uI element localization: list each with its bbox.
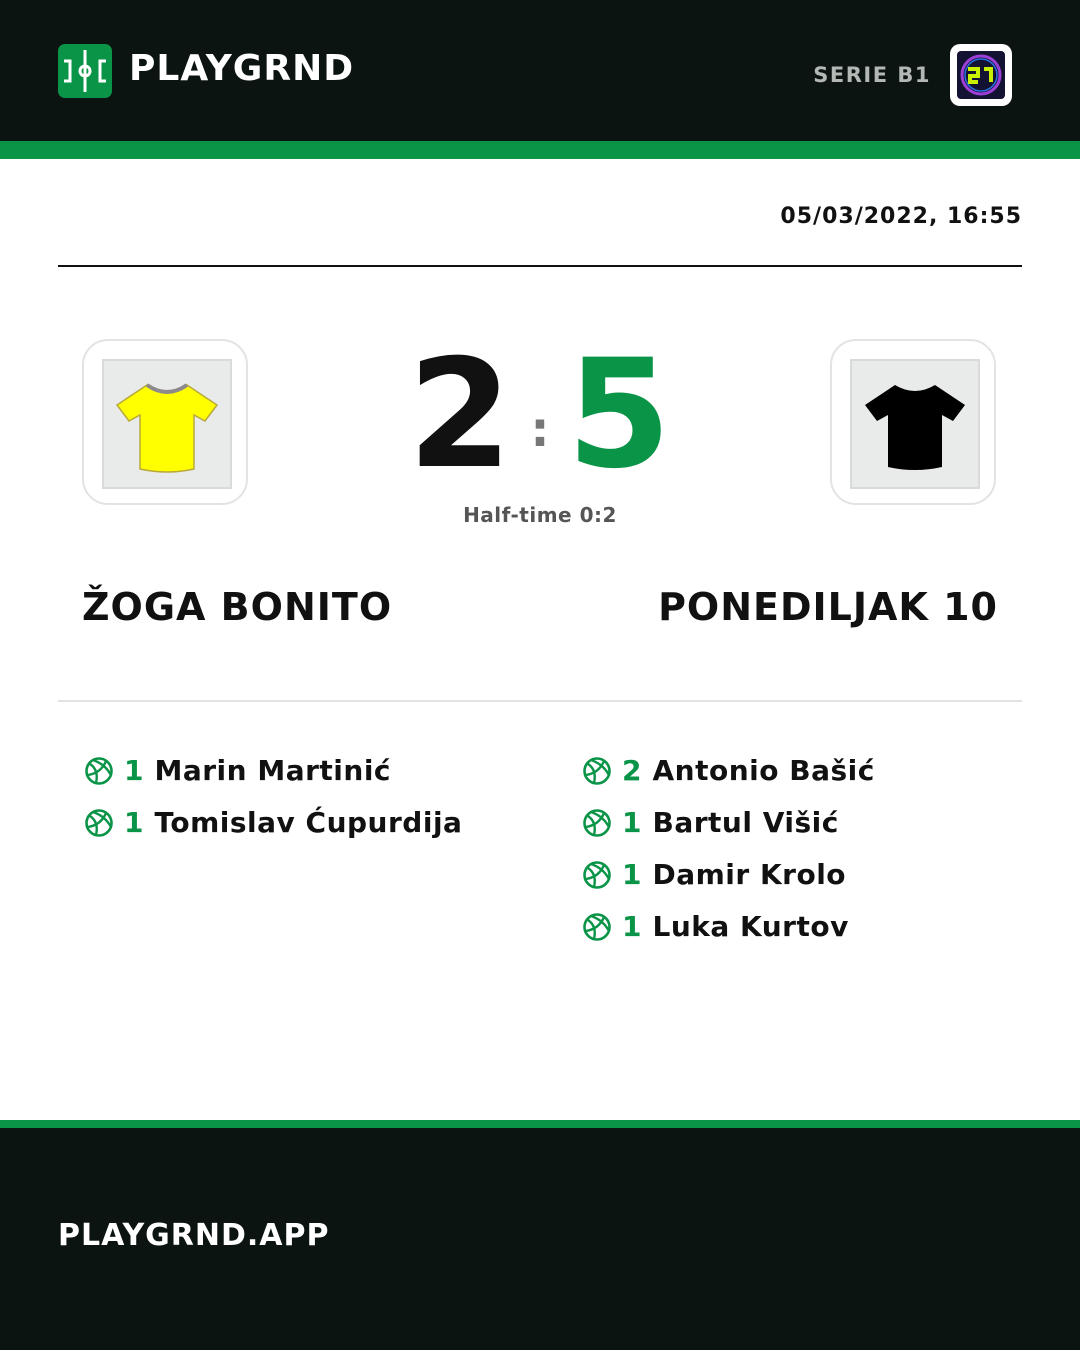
match-date: 05/03/2022, 16:55 (780, 204, 1022, 229)
serie-b1-logo-icon (950, 44, 1012, 106)
list-item (582, 849, 875, 901)
football-icon (582, 808, 612, 838)
away-team-badge (830, 339, 996, 505)
footer-accent-stripe (0, 1120, 1080, 1128)
football-icon (582, 756, 612, 786)
goal-count: 2 (622, 754, 642, 787)
list-item (84, 797, 462, 849)
goal-count: 1 (622, 910, 642, 943)
away-team-name: PONEDILJAK 10 (658, 585, 998, 629)
player-name: Antonio Bašić (652, 754, 875, 787)
goal-count: 1 (622, 858, 642, 891)
list-item (582, 745, 875, 797)
home-scorers-list (84, 745, 462, 849)
away-scorers-list (582, 745, 875, 953)
pitch-icon (58, 44, 112, 98)
football-icon (84, 808, 114, 838)
list-item (582, 901, 875, 953)
header-bar (0, 0, 1080, 141)
score-separator: : (530, 402, 550, 458)
player-name: Damir Krolo (652, 858, 847, 891)
shirt-icon (102, 359, 232, 489)
header-accent-stripe (0, 141, 1080, 159)
away-score: 5 (566, 328, 672, 502)
goal-count: 1 (622, 806, 642, 839)
player-name: Tomislav Ćupurdija (154, 806, 463, 839)
home-team-name: ŽOGA BONITO (82, 585, 393, 629)
player-name: Bartul Višić (652, 806, 839, 839)
home-score: 2 (407, 328, 513, 502)
goal-count: 1 (124, 806, 144, 839)
shirt-icon (850, 359, 980, 489)
list-item (582, 797, 875, 849)
football-icon (84, 756, 114, 786)
goal-count: 1 (124, 754, 144, 787)
app-link[interactable]: PLAYGRND.APP (58, 1218, 330, 1253)
home-team-badge (82, 339, 248, 505)
football-icon (582, 860, 612, 890)
divider (58, 700, 1022, 702)
halftime-score: Half-time 0:2 (463, 503, 617, 527)
player-name: Marin Martinić (154, 754, 392, 787)
brand-name: PLAYGRND (129, 48, 355, 89)
divider (58, 265, 1022, 267)
league-name: SERIE B1 (813, 63, 931, 87)
football-icon (582, 912, 612, 942)
list-item (84, 745, 462, 797)
player-name: Luka Kurtov (652, 910, 849, 943)
